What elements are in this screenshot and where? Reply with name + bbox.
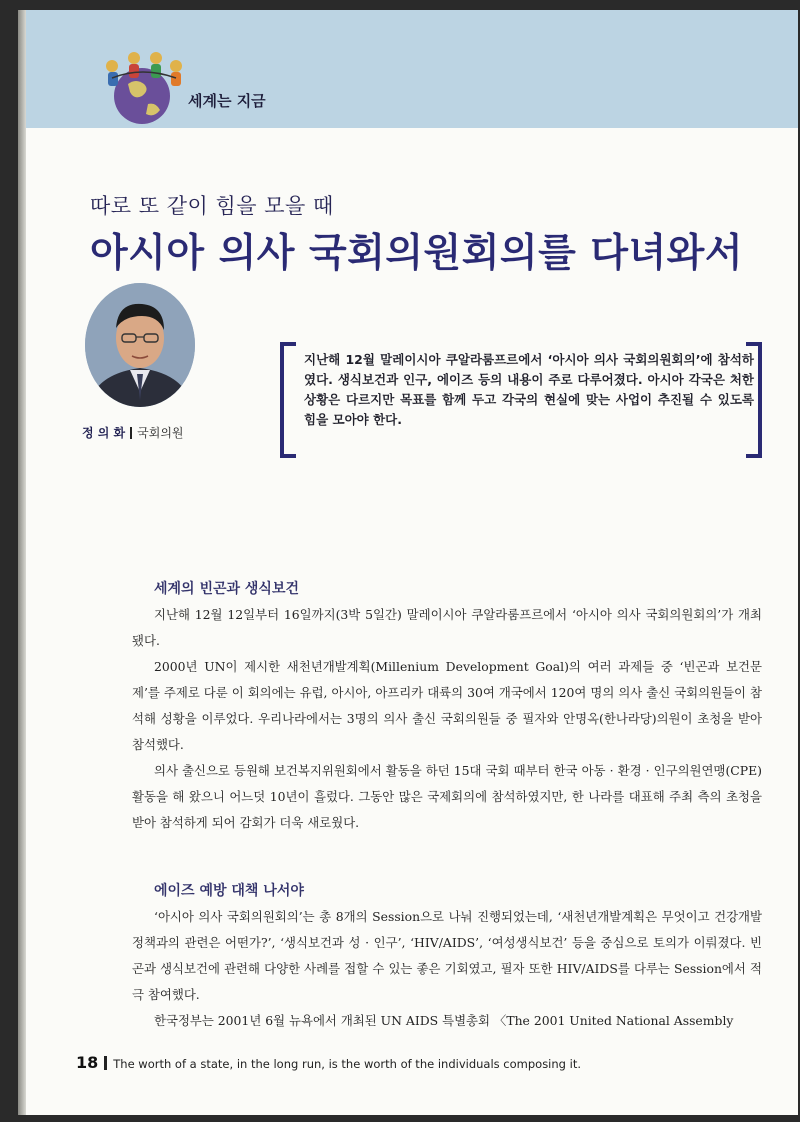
section-tag: 세계는 지금	[188, 92, 266, 110]
article-kicker: 따로 또 같이 힘을 모을 때	[90, 194, 334, 218]
section-heading: 에이즈 예방 대책 나서야	[154, 883, 304, 899]
page-number: 18	[76, 1053, 99, 1072]
footer-quote: The worth of a state, in the long run, is the worth of the individuals composing it.	[113, 1057, 581, 1071]
summary-bracket-left	[280, 342, 296, 458]
paragraph: 한국정부는 2001년 6월 뉴욕에서 개최된 UN AIDS 특별총회 〈The 2001 United National Assembly	[154, 1013, 734, 1028]
paragraph: 2000년 UN이 제시한 새천년개발계획(Millenium Development Goal)의 여러 과제들 중 ‘빈곤과 보건문제’를 주제로 다룬 이 회의에는 유럽, 아시아, 아프리카 대륙의 30여 개국에서 120여 명의 의사 출신 국회의원들이 참석해 성황을 이루었다. 우리나라에서는 3명의 의사 출신 국회의원들 중 필자와 안명옥(한나라당)의원이 초청을 받아 참석했다.	[132, 659, 762, 752]
page-footer	[76, 1053, 581, 1072]
paragraph: ‘아시아 의사 국회의원회의’는 총 8개의 Session으로 나눠 진행되었는데, ‘새천년개발계획은 무엇이고 건강개발정책과의 관련은 어떤가?’, ‘생식보건과 성 · 인구’, ‘HIV/AIDS’, ‘여성생식보건’ 등을 중심으로 토의가 이뤄졌다. 빈곤과 생식보건에 관련해 다양한 사례를 접할 수 있는 좋은 기회였고, 필자 또한 HIV/AIDS를 다루는 Session에서 적극 참여했다.	[132, 909, 763, 1002]
paragraph: 지난해 12월 12일부터 16일까지(3박 5일간) 말레이시아 쿠알라룸프르에서 ‘아시아 의사 국회의원회의’가 개최됐다.	[132, 607, 762, 648]
article-summary: 지난해 12월 말레이시아 쿠알라룸프르에서 ‘아시아 의사 국회의원회의’에 참석하였다. 생식보건과 인구, 에이즈 등의 내용이 주로 다루어졌다. 아시아 각국은 처한 상황은 다르지만 목표를 함께 두고 각국의 현실에 맞는 사업이 추진될 수 있도록 힘을 모아야 한다.	[304, 352, 754, 427]
section-heading: 세계의 빈곤과 생식보건	[154, 581, 299, 597]
page-spine	[18, 10, 26, 1115]
author-name: 정 의 화	[82, 426, 126, 440]
byline-divider	[130, 427, 132, 439]
author-portrait	[84, 282, 196, 408]
article-title: 아시아 의사 국회의원회의를 다녀와서	[90, 231, 744, 276]
footer-divider	[104, 1056, 107, 1070]
section-body	[132, 904, 762, 1034]
magazine-page	[18, 10, 798, 1115]
globe-people-icon	[98, 48, 190, 128]
section-body	[132, 602, 762, 836]
paragraph: 의사 출신으로 등원해 보건복지위원회에서 활동을 하던 15대 국회 때부터 한국 아동 · 환경 · 인구의원연맹(CPE)활동을 해 왔으니 어느덧 10년이 흘렀다. 그동안 많은 국제회의에 참석하였지만, 한 나라를 대표해 주최 측의 초청을 받아 참석하게 되어 감회가 더욱 새로웠다.	[132, 763, 762, 830]
author-role: 국회의원	[137, 426, 184, 440]
author-byline	[82, 424, 184, 441]
